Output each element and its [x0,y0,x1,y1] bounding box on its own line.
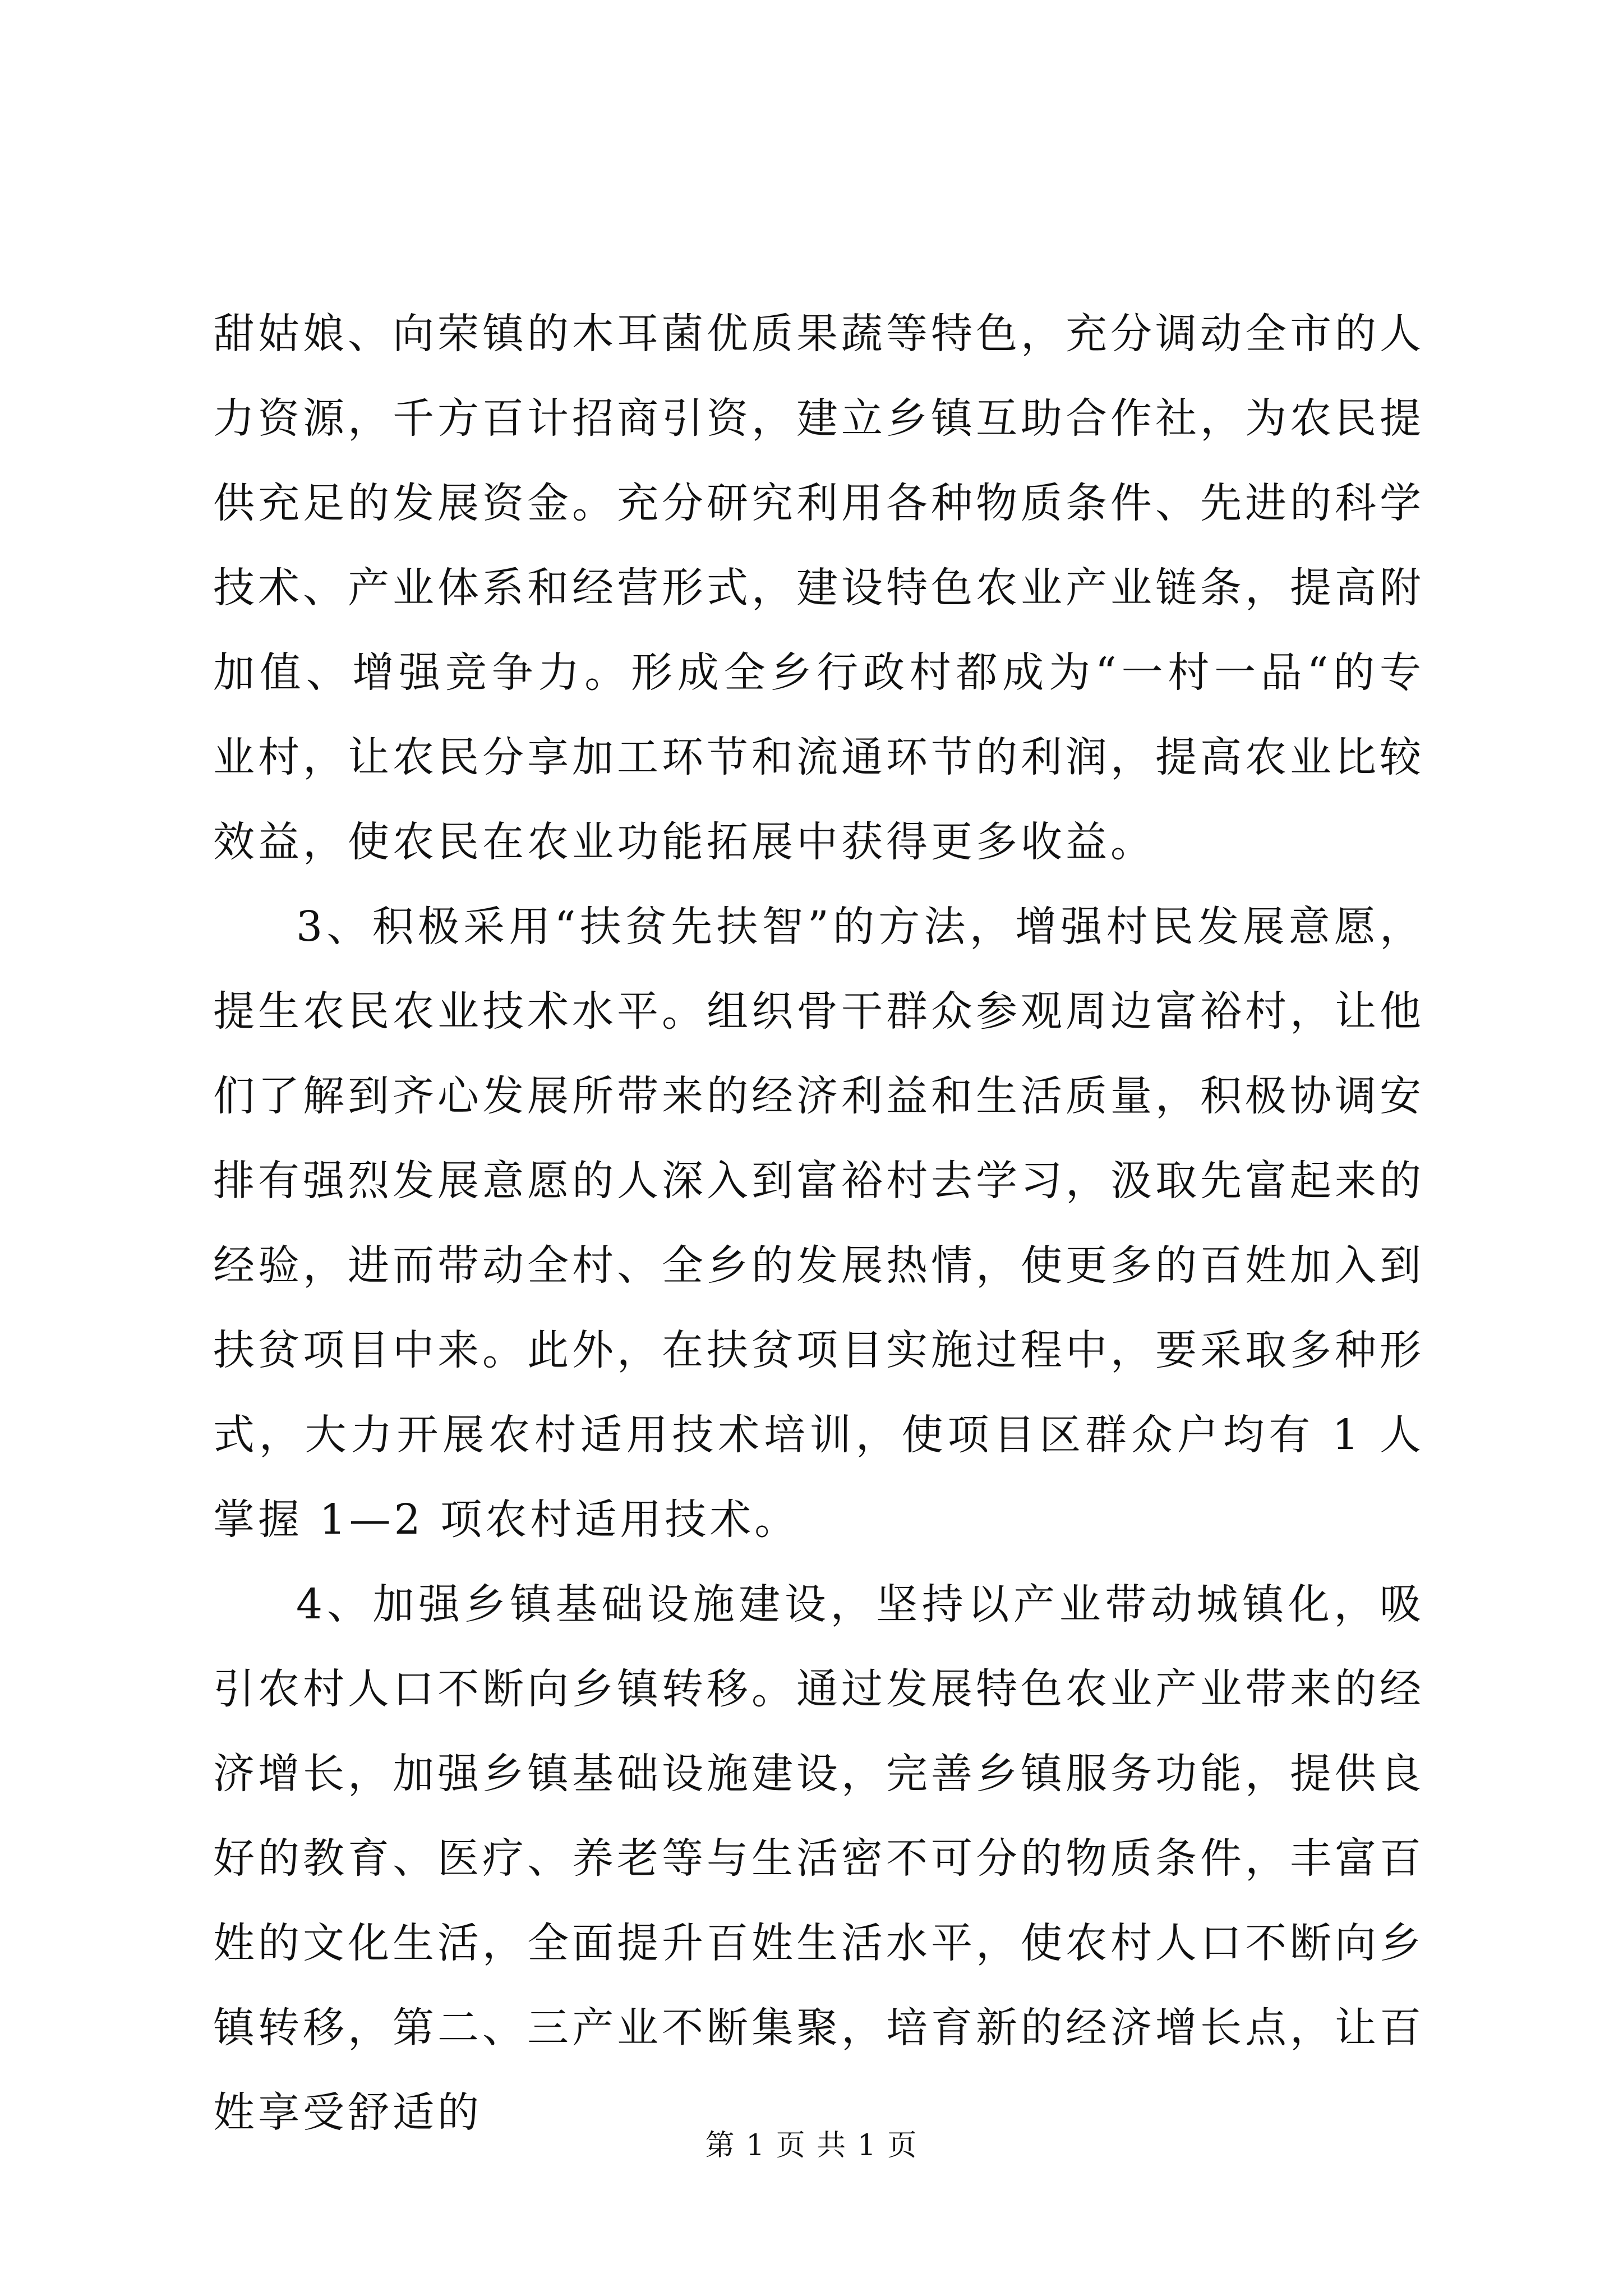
paragraph-item-4: 4、加强乡镇基础设施建设，坚持以产业带动城镇化，吸引农村人口不断向乡镇转移。通过发展特色农业产业带来的经济增长，加强乡镇基础设施建设，完善乡镇服务功能，提供良好的教育、医疗、养老等与生活密不可分的物质条件，丰富百姓的文化生活，全面提升百姓生活水平，使农村人口不断向乡镇转移，第二、三产业不断集聚，培育新的经济增长点，让百姓享受舒适的 [213,1580,1424,2137]
paragraph-item-3: 3、积极采用“扶贫先扶智”的方法，增强村民发展意愿，提生农民农业技术水平。组织骨干群众参观周边富裕村，让他们了解到齐心发展所带来的经济利益和生活质量，积极协调安排有强烈发展意愿的人深入到富裕村去学习，汲取先富起来的经验，进而带动全村、全乡的发展热情，使更多的百姓加入到扶贫项目中来。此外，在扶贫项目实施过程中，要采取多种形式，大力开展农村适用技术培训，使项目区群众户均有 1 人掌握 1—2 项农村适用技术。 [213,903,1424,1544]
page-footer: 第 1 页 共 1 页 [705,2129,918,2162]
paragraph-continuation: 甜姑娘、向荣镇的木耳菌优质果蔬等特色，充分调动全市的人力资源，千方百计招商引资，建立乡镇互助合作社，为农民提供充足的发展资金。充分研究利用各种物质条件、先进的科学技术、产业体系和经营形式，建设特色农业产业链条，提高附加值、增强竞争力。形成全乡行政村都成为“一村一品“的专业村，让农民分享加工环节和流通环节的利润，提高农业比较效益，使农民在农业功能拓展中获得更多收益。 [213,310,1424,866]
document-body [213,292,1424,2155]
